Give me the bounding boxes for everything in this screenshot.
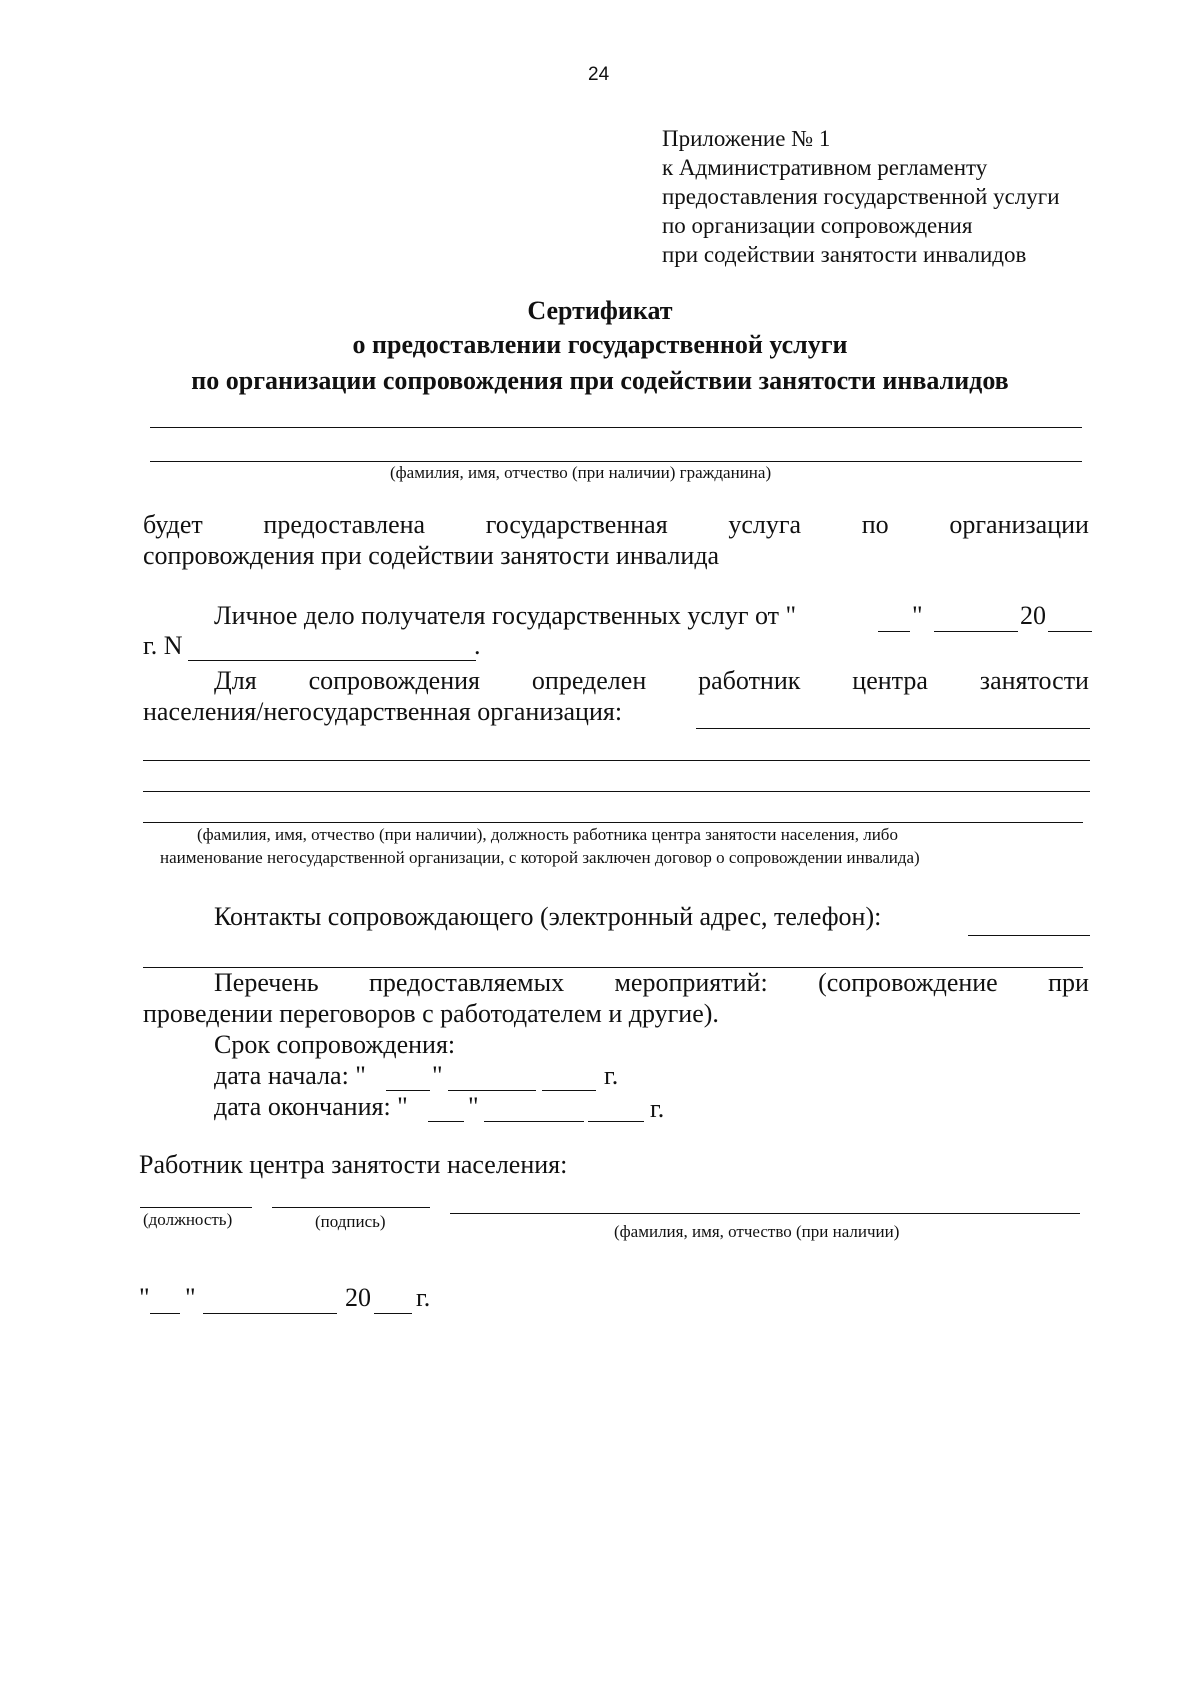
word: по <box>861 510 889 539</box>
signature-field[interactable] <box>272 1207 430 1208</box>
word: определен <box>531 666 647 695</box>
page-number: 24 <box>588 64 610 85</box>
word: мероприятий: <box>614 968 768 997</box>
word: центра <box>852 666 928 695</box>
document-title: Сертификат <box>527 296 673 325</box>
sign-caption: (подпись) <box>315 1212 386 1231</box>
quote-close: " <box>912 601 923 630</box>
end-year-field[interactable] <box>588 1121 644 1122</box>
contacts-field[interactable] <box>968 935 1090 936</box>
activities-line-1 <box>214 968 1089 998</box>
worker-caption: наименование негосударственной организации, с которой заключен договор о сопровождении инвалида) <box>160 848 920 867</box>
end-month-field[interactable] <box>484 1121 584 1122</box>
word: предоставляемых <box>369 968 565 997</box>
year-suffix: г. <box>416 1283 431 1312</box>
date-day-field[interactable] <box>150 1313 180 1314</box>
quote-close: " <box>185 1283 196 1312</box>
appendix-line: при содействии занятости инвалидов <box>662 242 1027 267</box>
year-suffix: г. <box>604 1061 619 1090</box>
citizen-name-line[interactable] <box>150 427 1082 428</box>
word: предоставлена <box>263 510 426 539</box>
escort-line-1 <box>214 666 1089 696</box>
organization-field[interactable] <box>696 728 1090 729</box>
quote-open: " <box>139 1283 150 1312</box>
appendix-line: к Административном регламенту <box>662 155 988 180</box>
quote-close: " <box>468 1092 479 1121</box>
file-number-label: г. N <box>143 631 183 660</box>
service-line-2: сопровождения при содействии занятости инвалида <box>143 541 720 570</box>
start-year-field[interactable] <box>542 1090 596 1091</box>
appendix-line: Приложение № 1 <box>662 126 831 151</box>
year-suffix: г. <box>650 1094 665 1123</box>
file-number-field[interactable] <box>188 660 476 661</box>
start-day-field[interactable] <box>386 1090 430 1091</box>
organization-line[interactable] <box>143 791 1090 792</box>
contacts-label: Контакты сопровождающего (электронный адрес, телефон): <box>214 902 882 931</box>
word: сопровождения <box>308 666 481 695</box>
escort-line-2: населения/негосударственная организация: <box>143 697 623 726</box>
date-year-field[interactable] <box>374 1313 412 1314</box>
date-month-field[interactable] <box>203 1313 337 1314</box>
service-line-1 <box>143 510 1089 540</box>
word: работник <box>698 666 801 695</box>
end-date-label: дата окончания: " <box>214 1092 408 1121</box>
word: Для <box>214 666 257 695</box>
start-month-field[interactable] <box>448 1090 536 1091</box>
start-date-label: дата начала: " <box>214 1061 366 1090</box>
year-prefix: 20 <box>345 1283 371 1312</box>
document-subtitle: по организации сопровождения при содействии занятости инвалидов <box>191 366 1009 395</box>
term-label: Срок сопровождения: <box>214 1030 456 1059</box>
organization-line[interactable] <box>143 760 1090 761</box>
appendix-line: по организации сопровождения <box>662 213 973 238</box>
word: государственная <box>485 510 668 539</box>
quote-close: " <box>432 1061 443 1090</box>
year-prefix: 20 <box>1020 601 1046 630</box>
file-day-field[interactable] <box>878 631 910 632</box>
word: (сопровождение <box>818 968 998 997</box>
position-field[interactable] <box>140 1207 252 1208</box>
name-field[interactable] <box>450 1213 1080 1214</box>
document-subtitle: о предоставлении государственной услуги <box>352 330 848 359</box>
signature-heading: Работник центра занятости населения: <box>139 1150 568 1179</box>
word: Перечень <box>214 968 319 997</box>
personal-file-text: Личное дело получателя государственных услуг от " <box>214 601 797 630</box>
citizen-name-caption: (фамилия, имя, отчество (при наличии) гражданина) <box>390 463 772 482</box>
word: будет <box>143 510 203 539</box>
word: при <box>1048 968 1089 997</box>
end-day-field[interactable] <box>428 1121 464 1122</box>
word: организации <box>949 510 1089 539</box>
appendix-block <box>662 124 1060 269</box>
worker-caption: (фамилия, имя, отчество (при наличии), должность работника центра занятости населения, либо <box>197 825 898 844</box>
activities-line-2: проведении переговоров с работодателем и другие). <box>143 999 719 1028</box>
citizen-name-line[interactable] <box>150 461 1082 462</box>
period: . <box>474 631 481 660</box>
word: занятости <box>979 666 1089 695</box>
organization-line[interactable] <box>143 822 1083 823</box>
file-year-field[interactable] <box>1048 631 1092 632</box>
name-caption: (фамилия, имя, отчество (при наличии) <box>614 1222 900 1241</box>
appendix-line: предоставления государственной услуги <box>662 184 1060 209</box>
file-month-field[interactable] <box>934 631 1018 632</box>
position-caption: (должность) <box>143 1210 233 1229</box>
word: услуга <box>728 510 802 539</box>
